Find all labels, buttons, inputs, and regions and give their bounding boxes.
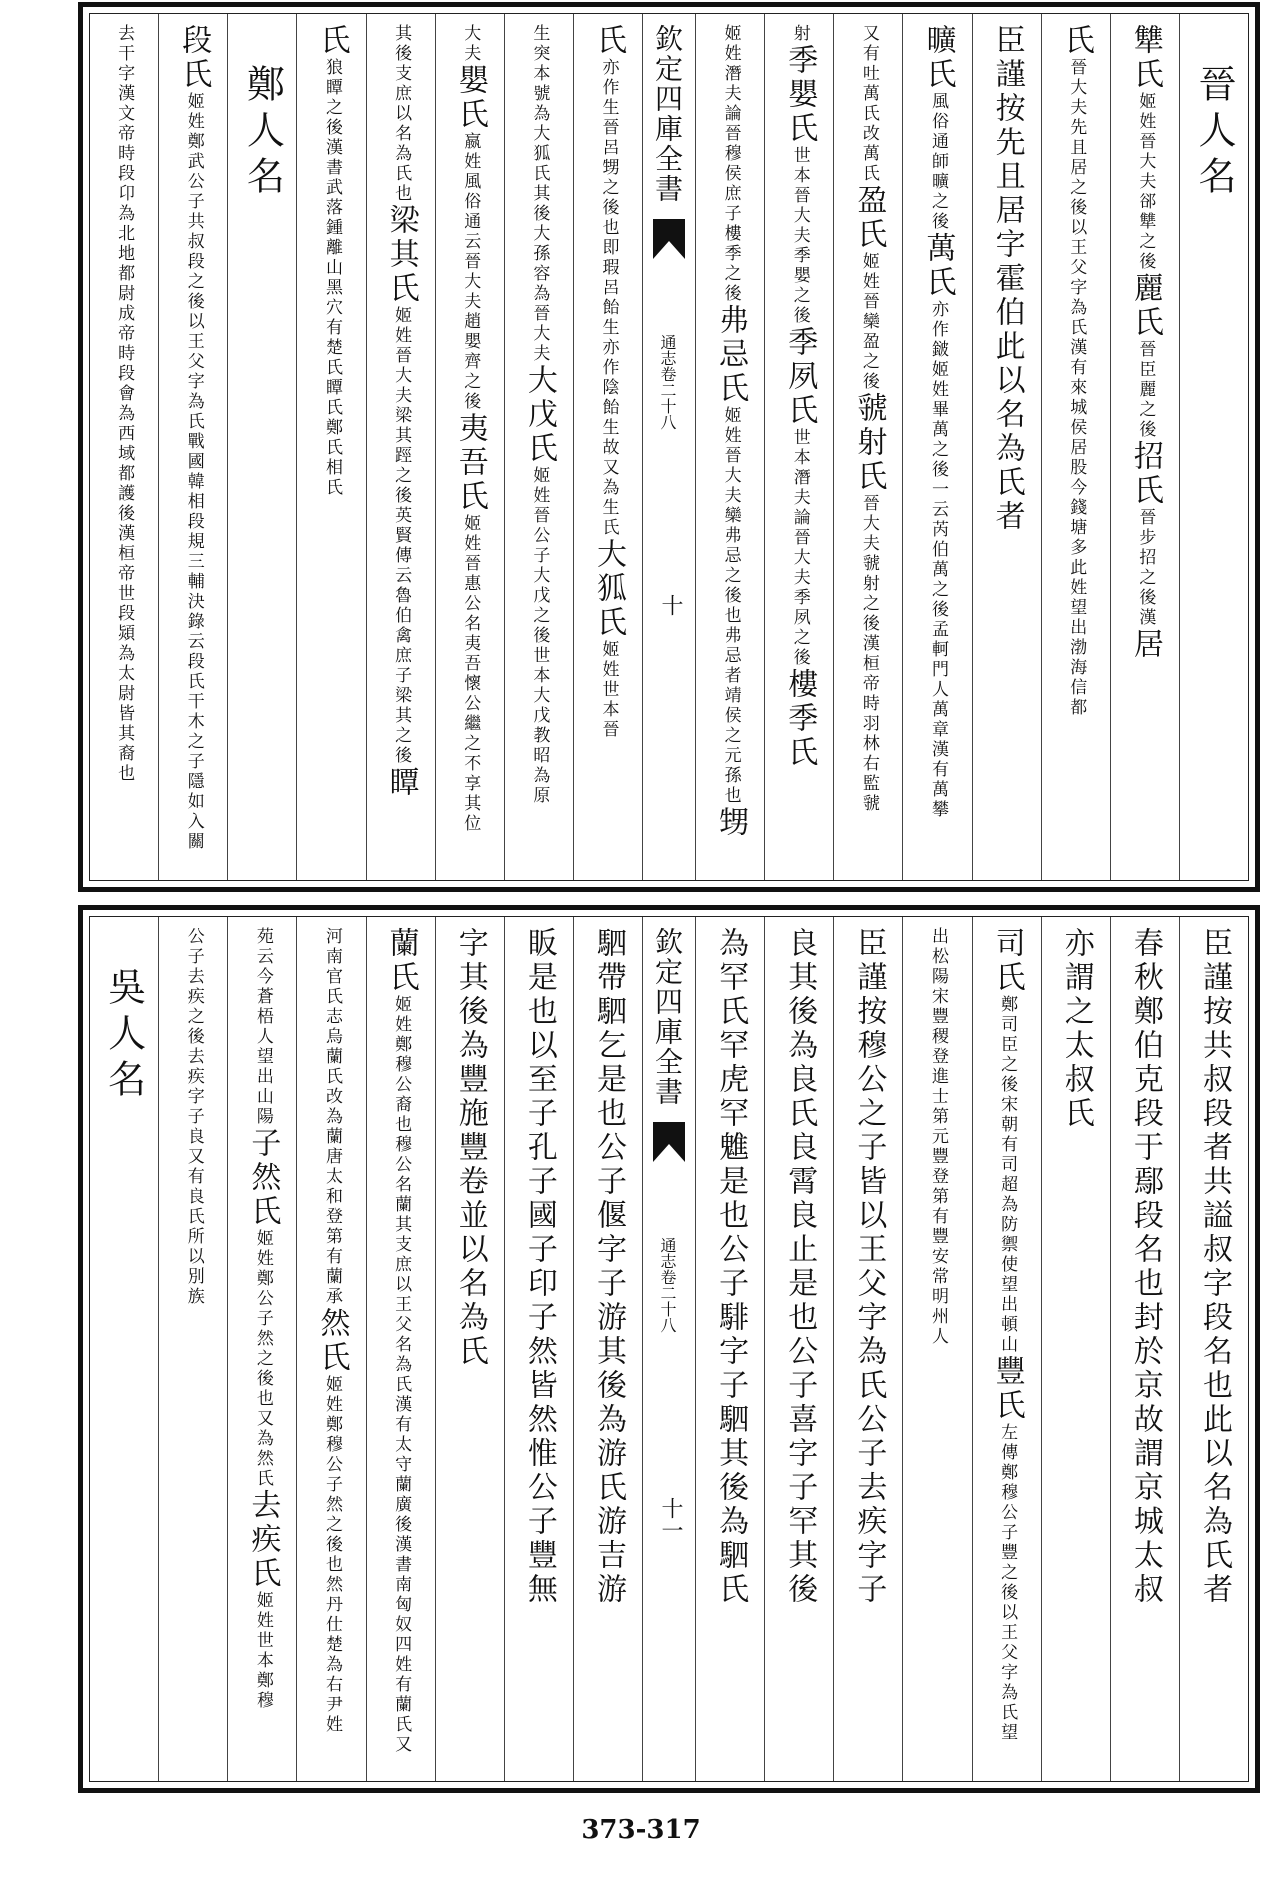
main-text: 段氏 [176, 24, 212, 92]
section-heading: 晉人名 [1191, 64, 1236, 202]
main-text: 眅是也以至子孔子國子印子然皆然惟公子豐無 [521, 927, 557, 1607]
top-columns [90, 14, 1248, 880]
annotation-text: 射 [789, 24, 810, 44]
text-column [296, 14, 365, 880]
annotation-text: 姬姓晉大夫梁其踁之後英賢傳云魯伯禽庶子梁其之後 [391, 306, 412, 766]
main-text: 曠氏 [920, 24, 956, 92]
annotation-text: 世本潛夫論晉大夫季夙之後 [789, 428, 810, 668]
main-text: 去疾氏 [245, 1489, 281, 1591]
annotation-text: 姬姓晉大夫欒弗忌之後也弗忌者靖侯之元孫也 [720, 406, 741, 806]
section-heading: 吳人名 [101, 967, 146, 1105]
text-column [695, 14, 764, 880]
main-text: 氏 [314, 24, 350, 58]
bottom-page [78, 905, 1260, 1793]
main-text: 臣謹按先且居字霍伯此以名為氏者 [989, 24, 1025, 534]
main-text: 良其後為良氏良霄良止是也公子喜字子罕其後 [782, 927, 818, 1607]
text-column [1041, 917, 1110, 1781]
main-text: 子然氏 [245, 1127, 281, 1229]
main-text: 嬰氏 [452, 64, 488, 132]
text-column [573, 917, 642, 1781]
text-column [1110, 14, 1179, 880]
main-text: 氏 [590, 24, 626, 58]
annotation-text: 生突本號為大狐氏其後大孫容為晉大夫 [529, 24, 550, 364]
text-column [89, 917, 158, 1781]
main-text: 蘭氏 [383, 927, 419, 995]
annotation-text: 公子去疾之後去疾字子良又有良氏所以別族 [183, 927, 204, 1307]
top-page-frame [89, 13, 1249, 881]
text-column [366, 917, 435, 1781]
main-text: 居 [1127, 628, 1163, 662]
main-text: 豐氏 [989, 1355, 1025, 1423]
main-text: 司氏 [989, 927, 1025, 995]
annotation-text: 鄭司臣之後宋朝有司超為防禦使望出頓山 [997, 995, 1018, 1355]
annotation-text: 姬姓鄭穆公裔也穆公名蘭其支庶以王父名為氏漢有太守蘭廣後漢書南匈奴四姓有蘭氏又 [391, 995, 412, 1755]
main-text: 犨氏 [1127, 24, 1163, 92]
text-column [1041, 14, 1110, 880]
banner-subtitle: 通志卷二十八 [658, 1237, 677, 1333]
main-text: 瞫 [383, 766, 419, 800]
annotation-text: 姬姓晉欒盈之後 [858, 252, 879, 392]
text-column [1179, 14, 1248, 880]
text-column [504, 14, 573, 880]
text-column [1179, 917, 1248, 1781]
main-text: 萬氏 [920, 232, 956, 300]
text-column [902, 917, 971, 1781]
annotation-text: 姬姓晉大夫郤犨之後 [1135, 92, 1156, 272]
main-text: 臣謹按穆公之子皆以王父字為氏公子去疾字子 [851, 927, 887, 1607]
annotation-text: 狼瞫之後漢書武落鍾離山黑穴有楚氏瞫氏鄭氏相氏 [321, 58, 342, 498]
center-banner [642, 14, 695, 880]
annotation-text: 晉臣麗之後 [1135, 340, 1156, 440]
text-column [158, 917, 227, 1781]
text-column [902, 14, 971, 880]
main-text: 盈氏 [851, 184, 887, 252]
annotation-text: 河南官氏志烏蘭氏改為蘭唐太和登第有蘭承 [321, 927, 342, 1307]
text-column [833, 917, 902, 1781]
text-column [833, 14, 902, 880]
banner-page-number: 十一 [658, 1497, 683, 1541]
text-column [158, 14, 227, 880]
annotation-text: 姬姓鄭武公子共叔段之後以王父字為氏戰國韓相段規三輔決錄云段氏干木之子隱如入關 [183, 92, 204, 852]
text-column [972, 917, 1041, 1781]
main-text: 虢射氏 [851, 392, 887, 494]
annotation-text: 又有吐萬氏改萬氏 [858, 24, 879, 184]
annotation-text: 姬姓鄭公子然之後也又為然氏 [252, 1229, 273, 1489]
main-text: 甥 [713, 806, 749, 840]
center-banner [642, 917, 695, 1781]
fish-tail-mark-icon [653, 219, 685, 259]
main-text: 臣謹按共叔段者共謚叔字段名也此以名為氏者 [1196, 927, 1232, 1607]
main-text: 季夙氏 [782, 326, 818, 428]
main-text: 駟帶駟乞是也公子偃字子游其後為游氏游吉游 [590, 927, 626, 1607]
annotation-text: 出松陽宋豐稷登進士第元豐登第有豐安常明州人 [927, 927, 948, 1347]
main-text: 弗忌氏 [713, 304, 749, 406]
annotation-text: 嬴姓風俗通云晉大夫趙嬰齊之後 [460, 132, 481, 412]
text-column [435, 14, 504, 880]
text-column [296, 917, 365, 1781]
annotation-text: 晉步招之後漢 [1135, 508, 1156, 628]
annotation-text: 世本晉大夫季嬰之後 [789, 146, 810, 326]
text-column [435, 917, 504, 1781]
main-text: 大戊氏 [521, 364, 557, 466]
text-column [1110, 917, 1179, 1781]
annotation-text: 姬姓潛夫論晉穆侯庶子樓季之後 [720, 24, 741, 304]
text-column [227, 917, 296, 1781]
main-text: 為罕氏罕虎罕魋是也公子騑字子駟其後為駟氏 [713, 927, 749, 1607]
text-column [695, 917, 764, 1781]
main-text: 樓季氏 [782, 668, 818, 770]
annotation-text: 去干字漢文帝時段卬為北地都尉成帝時段會為西域都護後漢桓帝世段熲為太尉皆其裔也 [114, 24, 135, 784]
main-text: 梁其氏 [383, 204, 419, 306]
annotation-text: 大夫 [460, 24, 481, 64]
annotation-text: 姬姓世本晉 [598, 640, 619, 740]
banner-title: 欽定四庫全書 [651, 927, 684, 1107]
text-column [89, 14, 158, 880]
text-column [573, 14, 642, 880]
main-text: 大狐氏 [590, 538, 626, 640]
annotation-text: 風俗通師曠之後 [927, 92, 948, 232]
annotation-text: 亦作生晉呂甥之後也即瑕呂飴生亦作陰飴生故又為生氏 [598, 58, 619, 538]
annotation-text: 晉大夫先且居之後以王父字為氏漢有來城侯居股今錢塘多此姓望出渤海信都 [1066, 58, 1087, 718]
main-text: 季嬰氏 [782, 44, 818, 146]
main-text: 然氏 [314, 1307, 350, 1375]
main-text: 氏 [1058, 24, 1094, 58]
annotation-text: 晉大夫虢射之後漢桓帝時羽林右監虢 [858, 494, 879, 814]
banner-title: 欽定四庫全書 [651, 24, 684, 204]
bottom-columns [90, 917, 1248, 1781]
main-text: 麗氏 [1127, 272, 1163, 340]
main-text: 字其後為豐施豐卷並以名為氏 [452, 927, 488, 1369]
main-text: 春秋鄭伯克段于鄢段名也封於京故謂京城太叔 [1127, 927, 1163, 1607]
main-text: 夷吾氏 [452, 412, 488, 514]
main-text: 亦謂之太叔氏 [1058, 927, 1094, 1131]
annotation-text: 姬姓晉惠公名夷吾懷公繼之不享其位 [460, 514, 481, 834]
fish-tail-mark-icon [653, 1122, 685, 1162]
annotation-text: 亦作𨨏姬姓畢萬之後一云芮伯萬之後孟軻門人萬章漢有萬攀 [927, 300, 948, 820]
main-text: 招氏 [1127, 440, 1163, 508]
annotation-text: 苑云今蒼梧人望出山陽 [252, 927, 273, 1127]
text-column [764, 917, 833, 1781]
text-column [972, 14, 1041, 880]
text-column [764, 14, 833, 880]
annotation-text: 其後支庶以名為氏也 [391, 24, 412, 204]
annotation-text: 姬姓世本鄭穆 [252, 1591, 273, 1711]
text-column [366, 14, 435, 880]
section-heading: 鄭人名 [240, 64, 285, 202]
top-page [78, 2, 1260, 892]
banner-page-number: 十 [658, 594, 683, 616]
annotation-text: 姬姓晉公子大戊之後世本大戊教昭為原 [529, 466, 550, 806]
bottom-page-frame [89, 916, 1249, 1782]
text-column [504, 917, 573, 1781]
banner-subtitle: 通志卷二十八 [658, 334, 677, 430]
text-column [227, 14, 296, 880]
annotation-text: 姬姓鄭穆公子然之後也然丹仕楚為右尹姓 [321, 1375, 342, 1735]
annotation-text: 左傳鄭穆公子豐之後以王父字為氏望 [997, 1423, 1018, 1743]
page-number-footer: 373-317 [581, 1815, 701, 1845]
